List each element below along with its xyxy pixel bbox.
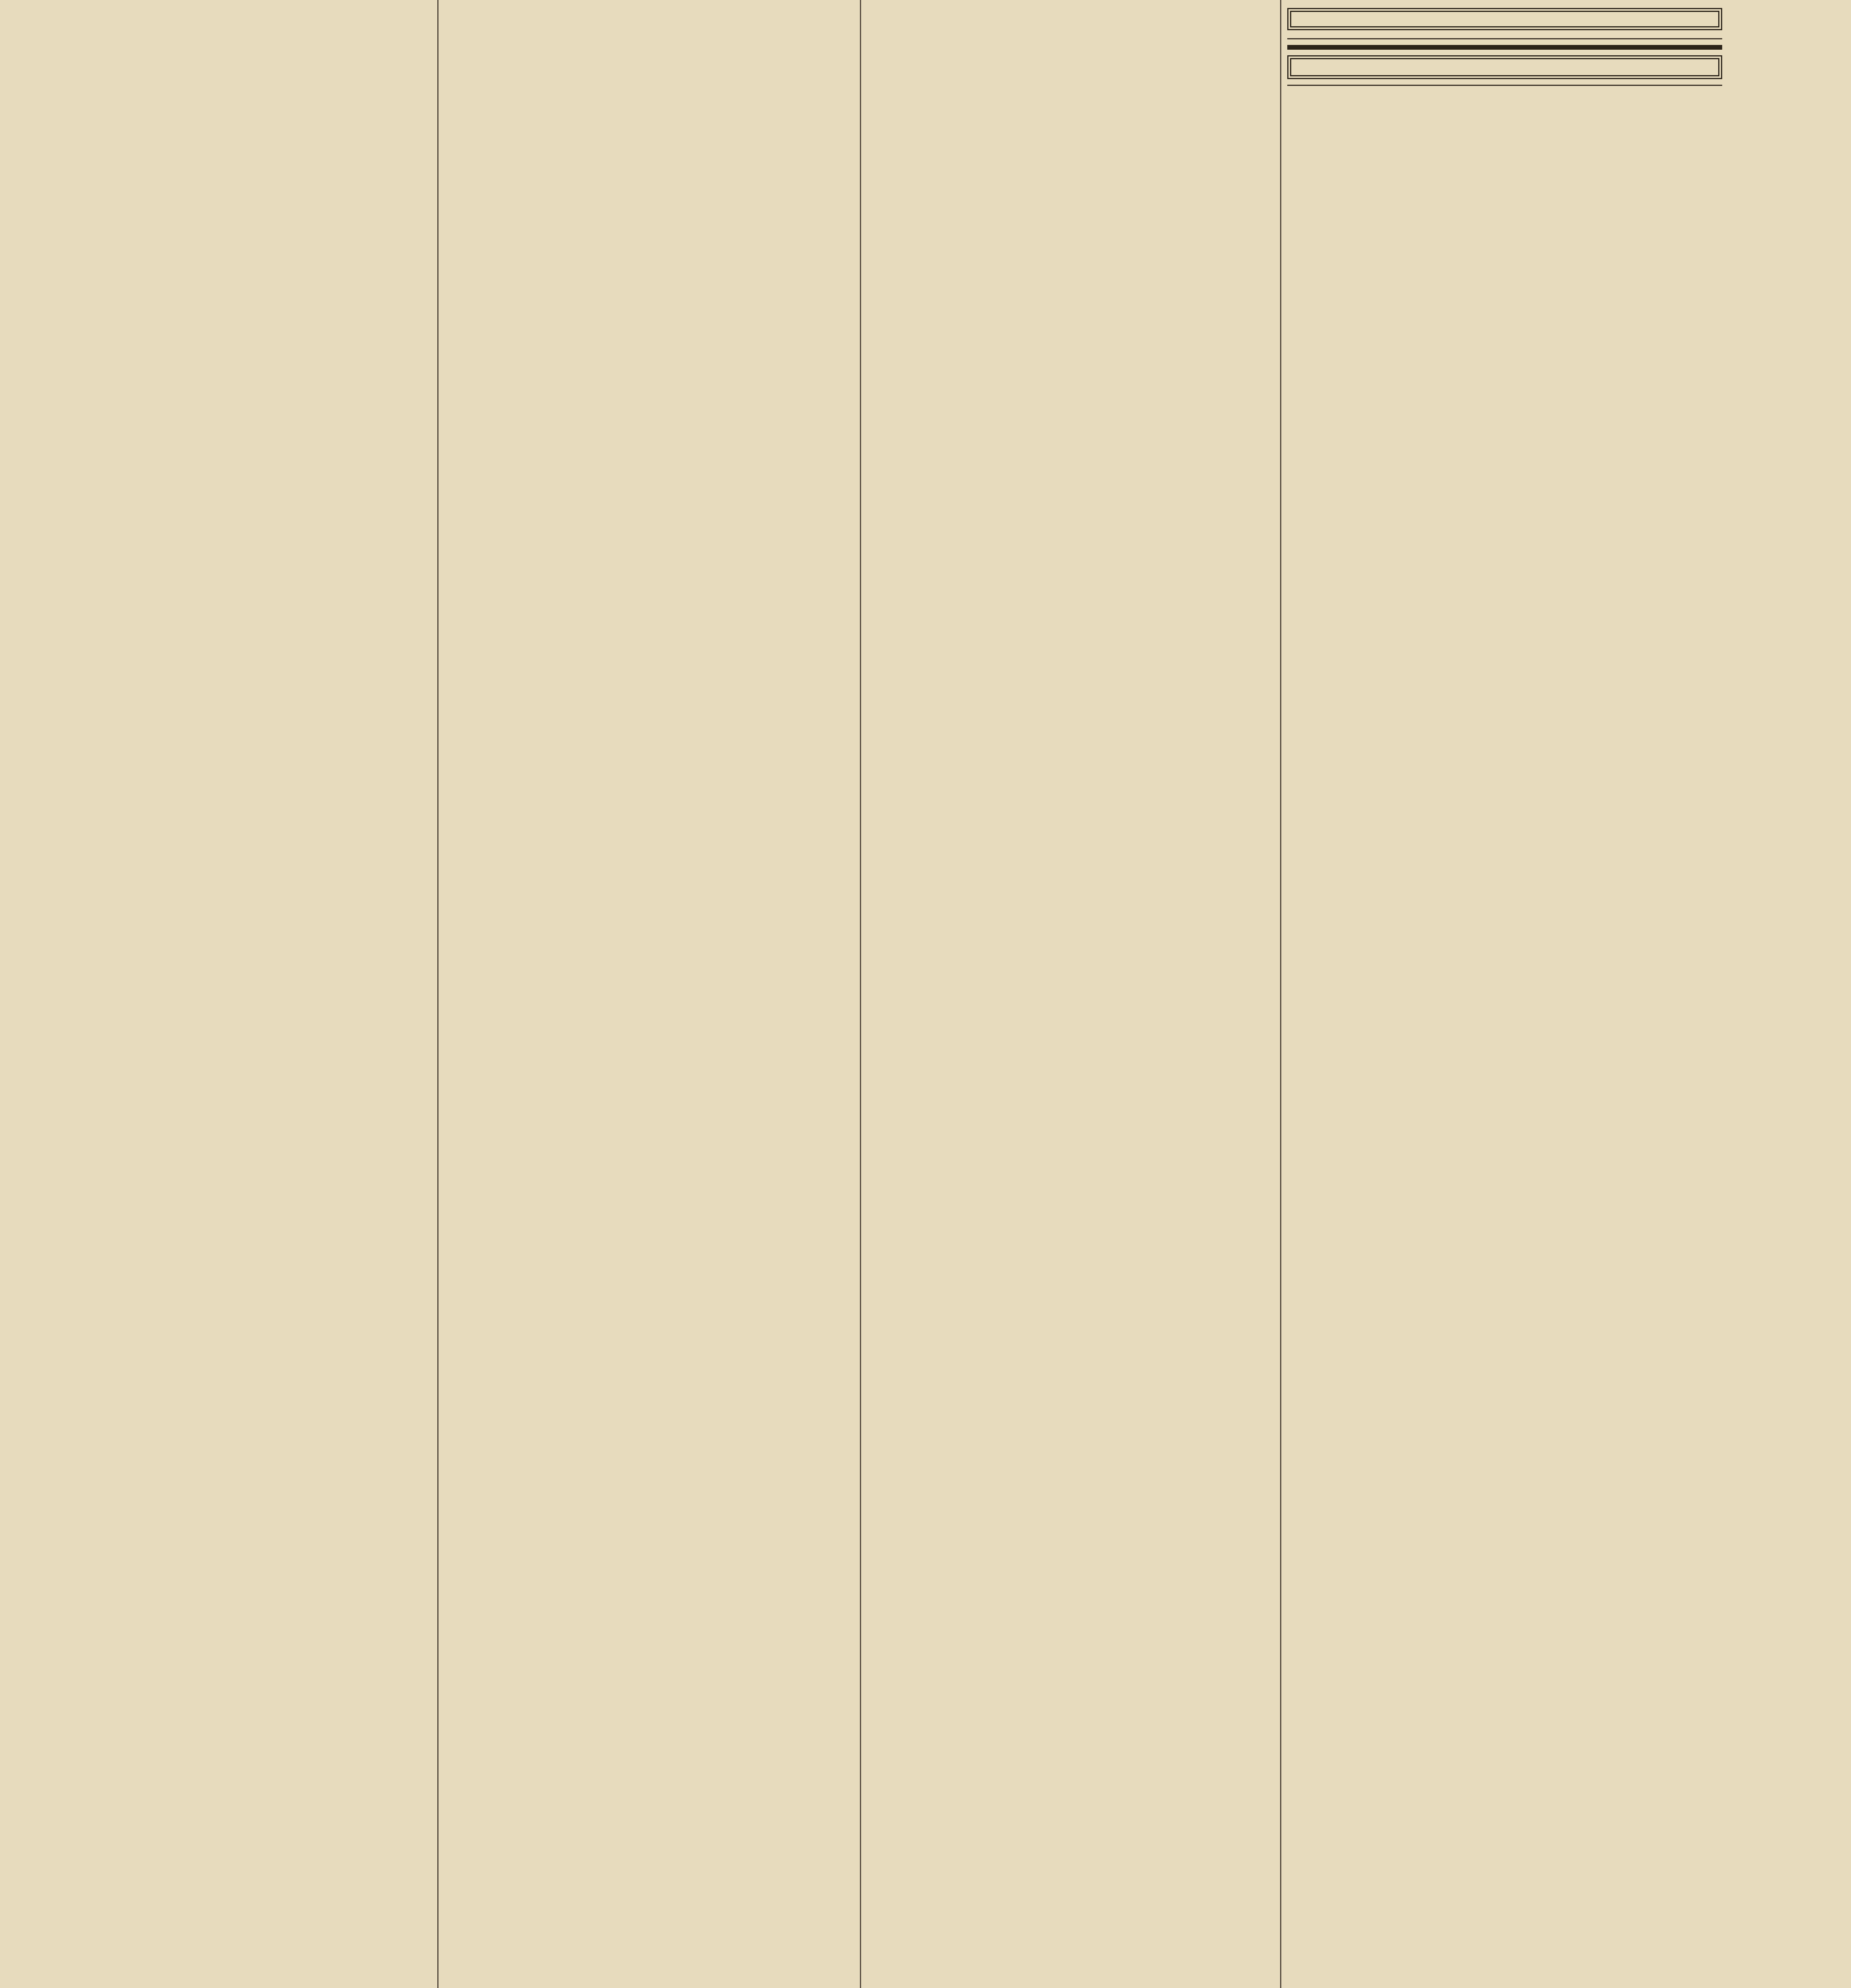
column-rule (437, 0, 438, 1988)
column-3 (867, 8, 1274, 1988)
column-1 (7, 8, 431, 1988)
tailors-ad (1287, 45, 1722, 50)
divider (1287, 85, 1722, 86)
ad-firm (1287, 45, 1722, 50)
column-rule (860, 0, 861, 1988)
column-2 (445, 8, 855, 1988)
column-rule (1280, 0, 1281, 1988)
ads-column (1287, 8, 1722, 1988)
divider (1287, 38, 1722, 39)
races-ad (1287, 55, 1722, 79)
concerts-ad (1287, 8, 1722, 30)
